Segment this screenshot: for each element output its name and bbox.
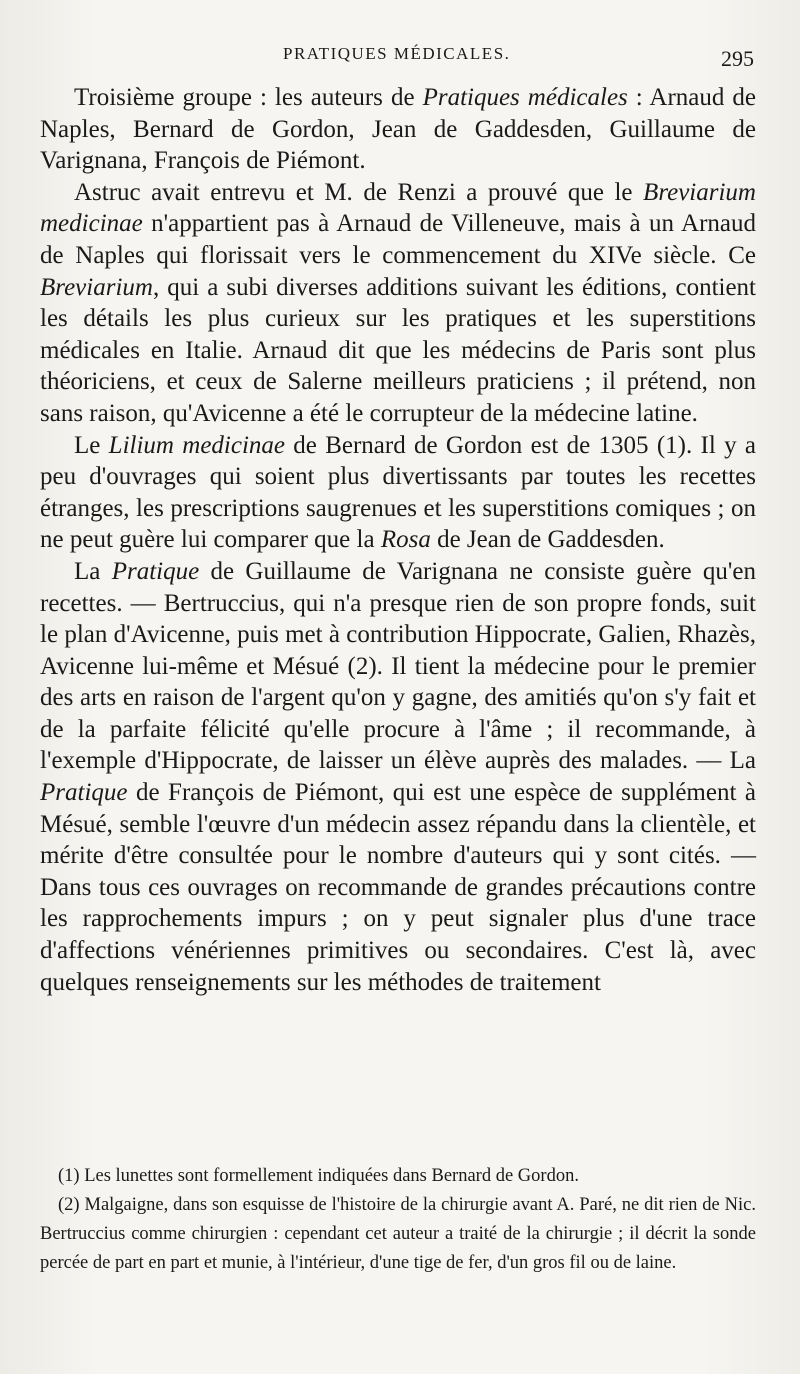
paragraph-3 xyxy=(40,430,756,556)
page-header xyxy=(0,44,800,74)
paragraph-4 xyxy=(40,556,756,998)
text-run: de Bernard de Gordon est de 1305 (1). Il y a peu d'ouvrages qui soient plus divertissants par toutes les recettes étranges, les prescriptions saugrenues et les superstitions comiques ; on ne peut guère lui comparer que la xyxy=(40,431,756,554)
text-run: Astruc avait entrevu et M. de Renzi a prouvé que le xyxy=(74,178,644,206)
text-run: , qui a subi diverses additions suivant les éditions, contient les détails les plus curieux sur les pratiques et les superstitions médicales en Italie. Arnaud dit que les médecins de Paris sont plus théoriciens, et ceux de Salerne meilleurs praticiens ; il prétend, non sans raison, qu'Avicenne a été le corrupteur de la médecine latine. xyxy=(40,273,756,427)
page-number: 295 xyxy=(721,46,754,71)
text-run: de Guillaume de Varignana ne consiste guère qu'en recettes. — Bertruccius, qui n'a presque rien de son propre fonds, suit le plan d'Avicenne, puis met à contribution Hippocrate, Galien, Rhazès, Avicenne lui-même et Mésué (2). Il tient la médecine pour le premier des arts en raison de l'argent qu'on y gagne, des amitiés qu'on s'y fait et de la parfaite félicité qu'elle procure à l'âme ; il recommande, à l'exemple d'Hippocrate, de laisser un élève auprès des malades. — La xyxy=(40,557,757,775)
italic-title: Pratique xyxy=(111,557,200,585)
text-run: Le xyxy=(74,431,109,459)
text-run: de Jean de Gaddesden. xyxy=(430,526,665,554)
italic-title: Breviarium xyxy=(40,273,153,301)
text-run: n'appartient pas à Arnaud de Villeneuve, mais à un Arnaud de Naples qui florissait vers le commencement du XIVe siècle. Ce xyxy=(40,210,756,269)
running-title: PRATIQUES MÉDICALES. xyxy=(283,44,511,63)
italic-title: Breviarium medicinae xyxy=(40,178,756,238)
italic-title: Lilium medicinae xyxy=(108,431,285,459)
paragraph-2 xyxy=(40,177,756,430)
paragraph-1 xyxy=(40,82,756,177)
text-run: La xyxy=(74,557,112,585)
italic-title: Rosa xyxy=(380,526,431,554)
footnote-2: (2) Malgaigne, dans son esquisse de l'histoire de la chirurgie avant A. Paré, ne dit rien de Nic. Bertruccius comme chirurgien : cependant cet auteur a traité de la chirurgie ; il décrit la sonde percée de part en part et munie, à l'intérieur, d'une tige de fer, d'un gros fil ou de laine. xyxy=(40,1195,756,1273)
main-text xyxy=(40,82,756,998)
italic-title: Pratique xyxy=(40,779,128,807)
text-run: : Arnaud de Naples, Bernard de Gordon, Jean de Gaddesden, Guillaume de Varignana, François de Piémont. xyxy=(40,84,756,175)
italic-title: Pratiques médicales xyxy=(422,84,628,111)
text-run: Troisième groupe : les auteurs de xyxy=(74,84,423,111)
footnotes xyxy=(40,1162,756,1278)
text-run: de François de Piémont, qui est une espèce de supplément à Mésué, semble l'œuvre d'un médecin assez répandu dans la clientèle, et mérite d'être consultée pour le nombre d'auteurs qui y sont cités. — Dans tous ces ouvrages on recommande de grandes précautions contre les rapprochements impurs ; on y peut signaler plus d'une trace d'affections vénériennes primitives ou secondaires. C'est là, avec quelques renseignements sur les méthodes de traitement xyxy=(40,779,756,996)
footnote-1: (1) Les lunettes sont formellement indiquées dans Bernard de Gordon. xyxy=(58,1166,579,1186)
